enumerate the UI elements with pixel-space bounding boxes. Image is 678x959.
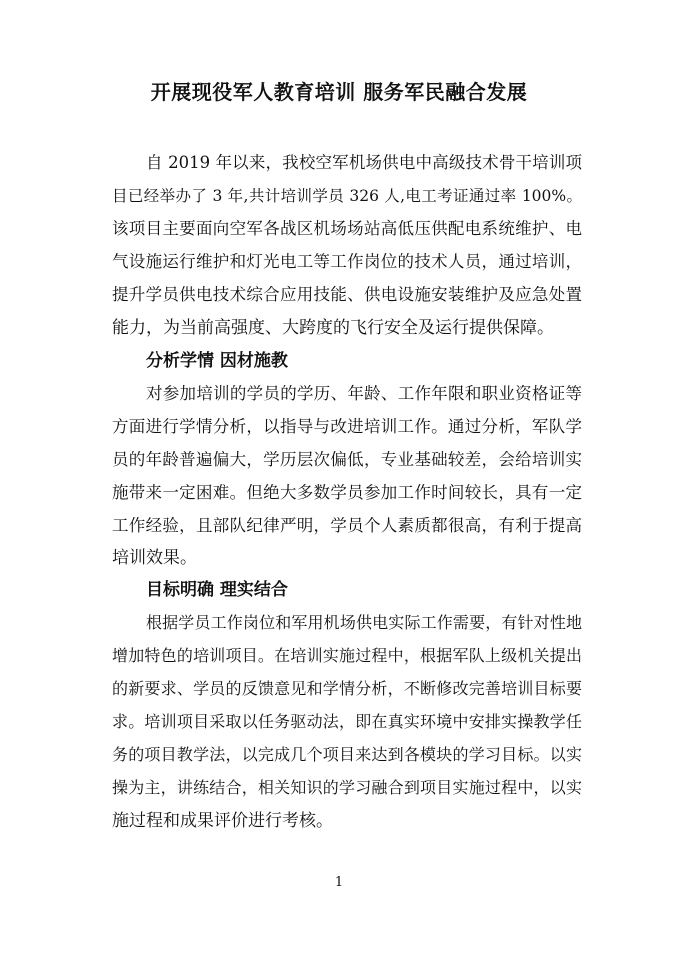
paragraph-line: 求。培训项目采取以任务驱动法，即在真实环境中安排实操教学任 [112, 712, 582, 731]
paragraph-line: 该项目主要面向空军各战区机场场站高低压供配电系统维护、电 [112, 219, 582, 238]
paragraph-line: 施过程和成果评价进行考核。 [112, 811, 333, 831]
paragraph-line: 的新要求、学员的反馈意见和学情分析，不断修改完善培训目标要 [112, 679, 582, 698]
section-heading-objectives: 目标明确 理实结合 [146, 580, 288, 600]
paragraph-line: 培训效果。 [112, 548, 197, 568]
paragraph-line: 气设施运行维护和灯光电工等工作岗位的技术人员，通过培训， [112, 252, 582, 271]
paragraph-line: 对参加培训的学员的学历、年龄、工作年限和职业资格证等 [146, 384, 582, 403]
paragraph-line: 提升学员供电技术综合应用技能、供电设施安装维护及应急处置 [112, 285, 582, 304]
document-title: 开展现役军人教育培训 服务军民融合发展 [150, 80, 528, 104]
paragraph-line: 工作经验，且部队纪律严明，学员个人素质都很高，有利于提高 [112, 516, 582, 535]
paragraph-line: 根据学员工作岗位和军用机场供电实际工作需要，有针对性地 [146, 613, 582, 632]
section-heading-analysis: 分析学情 因材施教 [146, 351, 288, 371]
paragraph-line: 方面进行学情分析，以指导与改进培训工作。通过分析，军队学 [112, 417, 582, 436]
paragraph-line: 施带来一定困难。但绝大多数学员参加工作时间较长，具有一定 [112, 483, 582, 502]
paragraph-line: 务的项目教学法，以完成几个项目来达到各模块的学习目标。以实 [112, 745, 582, 764]
page-number: 1 [334, 875, 344, 890]
paragraph-line: 员的年龄普遍偏大，学历层次偏低，专业基础较差，会给培训实 [112, 450, 582, 469]
paragraph-line: 目已经举办了 3 年,共计培训学员 326 人,电工考证通过率 100%。 [112, 187, 582, 205]
paragraph-line: 操为主，讲练结合，相关知识的学习融合到项目实施过程中，以实 [112, 778, 582, 797]
paragraph-line: 能力，为当前高强度、大跨度的飞行安全及运行提供保障。 [112, 318, 554, 338]
paragraph-line: 增加特色的培训项目。在培训实施过程中，根据军队上级机关提出 [112, 646, 582, 665]
paragraph-line: 自 2019 年以来，我校空军机场供电中高级技术骨干培训项 [146, 153, 582, 172]
